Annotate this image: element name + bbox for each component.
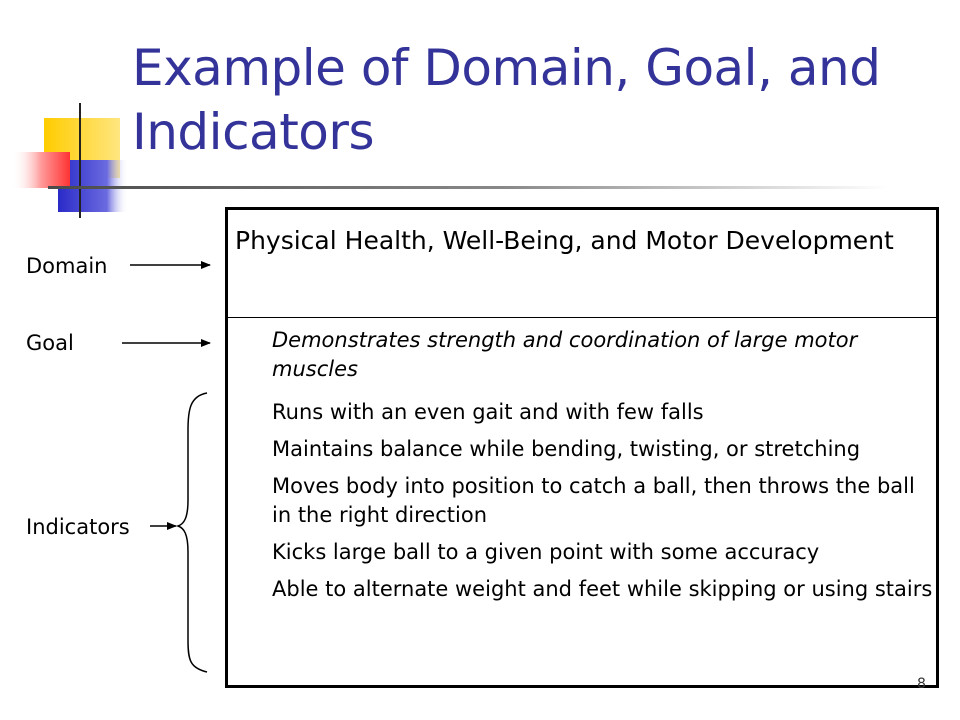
red-square-shape [12, 152, 70, 188]
indicator-item: Moves body into position to catch a ball, then throws the ball in the right direction [272, 474, 915, 527]
goal-label: Goal [26, 331, 74, 355]
indicators-brace [178, 393, 207, 672]
domain-text: Physical Health, Well-Being, and Motor Development [235, 226, 894, 255]
indicator-item: Able to alternate weight and feet while skipping or using stairs [272, 577, 933, 601]
domain-cell [228, 210, 936, 318]
domain-label: Domain [26, 254, 108, 278]
slide-number: 8 [917, 676, 926, 692]
domain-goal-indicator-table [225, 207, 939, 688]
indicator-list [272, 398, 936, 612]
indicators-label: Indicators [26, 515, 130, 539]
goal-text: Demonstrates strength and coordination of large motor muscles [272, 328, 858, 381]
indicator-item: Runs with an even gait and with few falls [272, 400, 704, 424]
slide-title: Example of Domain, Goal, and Indicators [132, 39, 881, 161]
title-underline [48, 186, 888, 189]
indicator-item: Maintains balance while bending, twisting, or stretching [272, 437, 861, 461]
indicator-item: Kicks large ball to a given point with some accuracy [272, 540, 820, 564]
